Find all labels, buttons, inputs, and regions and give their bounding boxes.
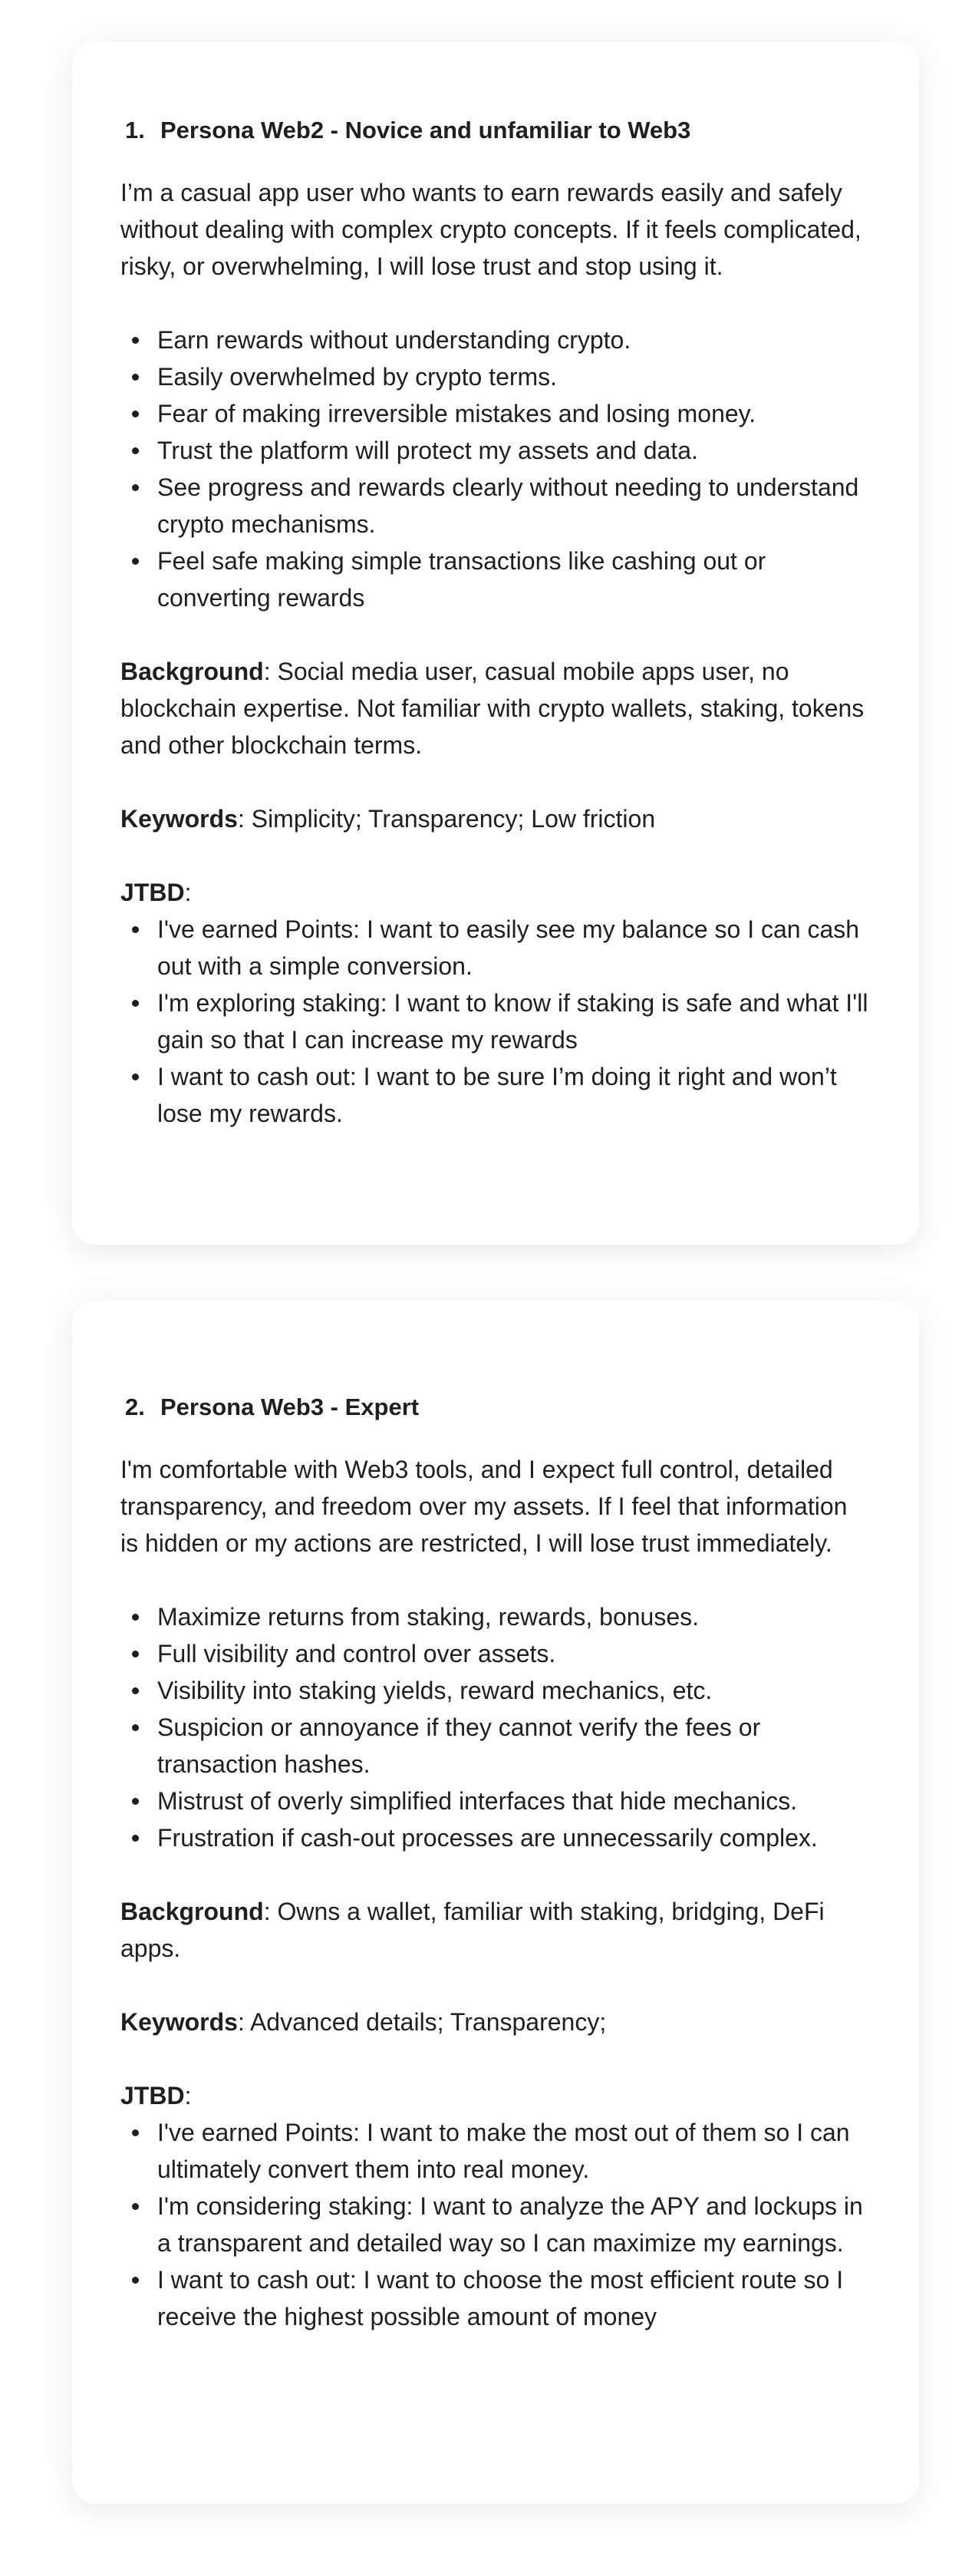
list-item: Frustration if cash-out processes are unnecessarily complex. bbox=[157, 1819, 871, 1856]
persona-traits-list bbox=[120, 322, 871, 616]
persona-card-web2 bbox=[72, 42, 919, 1245]
list-item: I want to cash out: I want to be sure I’m doing it right and won’t lose my rewards. bbox=[157, 1058, 871, 1132]
list-item: Mistrust of overly simplified interfaces that hide mechanics. bbox=[157, 1783, 871, 1819]
jtbd-label: JTBD bbox=[120, 2082, 185, 2109]
bullet-icon bbox=[132, 1651, 139, 1657]
persona-traits-list bbox=[120, 1598, 871, 1856]
list-item: I've earned Points: I want to make the most out of them so I can ultimately convert them into real money. bbox=[157, 2114, 871, 2188]
list-item: I'm exploring staking: I want to know if staking is safe and what I'll gain so that I can increase my rewards bbox=[157, 985, 871, 1058]
bullet-icon bbox=[132, 558, 139, 565]
persona-background bbox=[120, 653, 871, 764]
list-item: I'm considering staking: I want to analyze the APY and lockups in a transparent and detailed way so I can maximize my earnings. bbox=[157, 2188, 871, 2261]
jtbd-list bbox=[120, 2114, 871, 2335]
bullet-icon bbox=[132, 926, 139, 933]
persona-card-web3 bbox=[72, 1301, 919, 2504]
persona-title-text: Persona Web2 - Novice and unfamiliar to Web3 bbox=[160, 117, 691, 143]
list-item: Maximize returns from staking, rewards, bonuses. bbox=[157, 1598, 871, 1635]
list-item: See progress and rewards clearly without needing to understand crypto mechanisms. bbox=[157, 469, 871, 543]
background-text: : Owns a wallet, familiar with staking, bridging, DeFi apps. bbox=[120, 1898, 825, 1962]
list-item: I want to cash out: I want to choose the most efficient route so I receive the highest possible amount of money bbox=[157, 2261, 871, 2335]
background-text: : Social media user, casual mobile apps user, no blockchain expertise. Not familiar with crypto wallets, staking, tokens and other blockchain terms. bbox=[120, 658, 865, 759]
keywords-label: Keywords bbox=[120, 2008, 238, 2036]
list-item: Trust the platform will protect my assets and data. bbox=[157, 432, 871, 469]
keywords-label: Keywords bbox=[120, 805, 238, 833]
keywords-text: : Advanced details; Transparency; bbox=[237, 2008, 607, 2036]
bullet-icon bbox=[132, 2203, 139, 2210]
bullet-icon bbox=[132, 447, 139, 454]
bullet-icon bbox=[132, 337, 139, 344]
list-item: Visibility into staking yields, reward mechanics, etc. bbox=[157, 1672, 871, 1709]
bullet-icon bbox=[132, 1835, 139, 1842]
list-item: Earn rewards without understanding crypto. bbox=[157, 322, 871, 358]
list-item: Suspicion or annoyance if they cannot verify the fees or transaction hashes. bbox=[157, 1709, 871, 1783]
persona-keywords bbox=[120, 800, 871, 837]
persona-number: 1. bbox=[125, 117, 145, 143]
persona-title bbox=[120, 114, 871, 147]
persona-number: 2. bbox=[125, 1394, 145, 1420]
jtbd-heading: JTBD: bbox=[120, 879, 192, 906]
persona-intro: I’m a casual app user who wants to earn rewards easily and safely without dealing with complex crypto concepts. If it feels complicated, risky, or overwhelming, I will lose trust and stop using it. bbox=[120, 179, 862, 280]
jtbd-list bbox=[120, 911, 871, 1132]
jtbd-label: JTBD bbox=[120, 879, 185, 906]
bullet-icon bbox=[132, 1724, 139, 1731]
persona-title bbox=[120, 1390, 871, 1424]
bullet-icon bbox=[132, 2129, 139, 2136]
list-item: I've earned Points: I want to easily see my balance so I can cash out with a simple conversion. bbox=[157, 911, 871, 985]
background-label: Background bbox=[120, 658, 264, 685]
bullet-icon bbox=[132, 1614, 139, 1621]
bullet-icon bbox=[132, 1687, 139, 1694]
persona-title-text: Persona Web3 - Expert bbox=[160, 1394, 420, 1420]
jtbd-heading: JTBD: bbox=[120, 2082, 192, 2109]
bullet-icon bbox=[132, 484, 139, 491]
bullet-icon bbox=[132, 411, 139, 417]
list-item: Easily overwhelmed by crypto terms. bbox=[157, 358, 871, 395]
persona-keywords bbox=[120, 2004, 871, 2040]
background-label: Background bbox=[120, 1898, 264, 1925]
persona-intro: I'm comfortable with Web3 tools, and I expect full control, detailed transparency, and freedom over my assets. If I feel that information is hidden or my actions are restricted, I will lose trust immediately. bbox=[120, 1456, 848, 1557]
persona-background bbox=[120, 1893, 871, 1967]
bullet-icon bbox=[132, 1798, 139, 1805]
bullet-icon bbox=[132, 1000, 139, 1007]
list-item: Feel safe making simple transactions like cashing out or converting rewards bbox=[157, 543, 871, 616]
bullet-icon bbox=[132, 2277, 139, 2284]
bullet-icon bbox=[132, 1074, 139, 1080]
list-item: Fear of making irreversible mistakes and losing money. bbox=[157, 395, 871, 432]
list-item: Full visibility and control over assets. bbox=[157, 1635, 871, 1672]
keywords-text: : Simplicity; Transparency; Low friction bbox=[237, 805, 656, 833]
bullet-icon bbox=[132, 374, 139, 381]
